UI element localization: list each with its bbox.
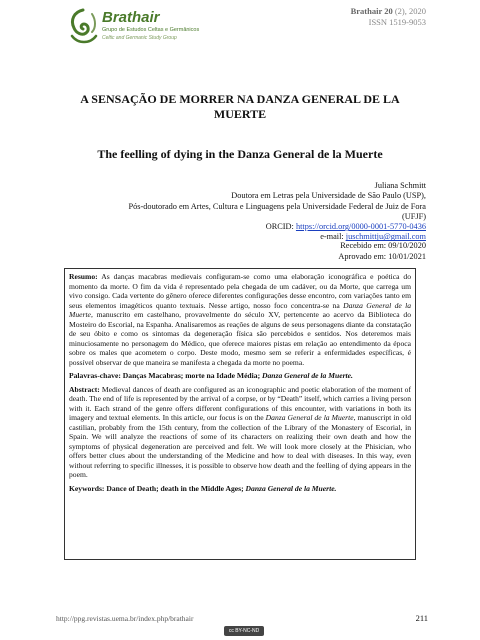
logo-subtitle: Grupo de Estudos Celtas e Germânicos [102, 27, 200, 33]
author-affiliation-1: Doutora em Letras pela Universidade de São Paulo (USP), [231, 191, 426, 201]
journal-info [351, 6, 426, 28]
footer-url[interactable]: http://ppg.revistas.uema.br/index.php/brathair [56, 614, 194, 623]
author-block [86, 181, 426, 243]
abstract-box [64, 268, 416, 560]
orcid-label: ORCID: [265, 222, 296, 232]
submission-dates [338, 241, 426, 262]
palavras-chave-label: Palavras-chave: [69, 371, 121, 380]
email-link[interactable]: juschmittju@gmail.com [345, 232, 426, 242]
email-label: e-mail: [320, 232, 346, 242]
keywords-label: Keywords: [69, 483, 105, 493]
author-name: Juliana Schmitt [374, 181, 426, 190]
abstract-text-a: Medieval dances of death are configured as an iconographic and poetic elaboration of the moment of death. The end of life is represented by the arrival of a corpse, or by “Death” itself, which carries a living person with it. Each strand of the genre offers different configurations of this encounter, with variations in both its imagery and textual elements. In this article, our focus is on the [69, 384, 411, 422]
resumo-label: Resumo: [69, 272, 98, 281]
abstract-paragraph [69, 385, 411, 480]
page-number: 211 [415, 613, 428, 623]
abstract-text-b: , manuscript in old castilian, probably from the 15th century, from the collection of the Library of the Monastery of Escorial, in Spain. We will analyze the reactions of some of its characters on realizing their own death and how the symptoms of physical degeneration are perceived and felt. We will look more closely at the Phisician, who offers better clues about the understanding of the Medicine and how to deal with diseases. In this way, even without referring to specific illnesses, it is possible to observe how death and the feelling of dying appears in the poem. [69, 413, 411, 479]
abstract-label: Abstract: [69, 384, 100, 394]
author-affiliation-2: Pós-doutorado em Artes, Cultura e Linguagens pela Universidade Federal de Juiz de Fora [128, 201, 426, 211]
abstract-italic: Danza General de la Muerte [265, 413, 354, 422]
author-affiliation-3: (UFJF) [402, 211, 426, 221]
keywords-paragraph [69, 484, 411, 494]
resumo-text-a: As danças macabras medievais configuram-se como uma elaboração iconográfica e poética do momento da morte. O fim da vida é representado pela chegada de um cadáver, ou da Morte, que carrega um vivo consigo. Cada vertente do gênero oferece diferentes configurações desse encontro, com variações tanto em seus elementos imagéticos quanto textuais. Nesse artigo, nosso foco concentra-se na [69, 272, 411, 310]
palavras-chave-paragraph [69, 371, 411, 381]
creative-commons-license-badge[interactable]: cc BY-NC-ND [224, 626, 264, 636]
orcid-link[interactable]: https://orcid.org/0000-0001-5770-0436 [295, 222, 426, 232]
orcid-line [86, 222, 426, 232]
journal-issue: (2), 2020 [392, 6, 426, 16]
article-title-portuguese: A SENSAÇÃO DE MORRER NA DANZA GENERAL DE LA MUERTE [80, 92, 400, 121]
resumo-paragraph [69, 272, 411, 367]
received-date: Recebido em: 09/10/2020 [340, 241, 426, 250]
palavras-chave-text: Danças Macabras; morte na Idade Média; [120, 371, 262, 380]
triskele-logo-icon [66, 6, 100, 46]
journal-name: Brathair 20 [350, 6, 393, 16]
resumo-text-b: , manuscrito em castelhano, provavelmente do século XV, pertencente ao acervo da Biblioteca do Mosteiro do Escorial, na Espanha. Analisaremos as reações de alguns de seus personagens diante da constatação de seu óbito e como os sintomas da degeneração física são percebidos e sentidos. Nos deteremos mais minuciosamente no personagem do Médico, que oferece maiores pistas em relação ao entendimento da época sobre os males que acometem o corpo. Deste modo, mesmo sem se referir a enfermidades específicas, é possível observar de que maneira se manifesta a chegada da morte no poema. [69, 310, 411, 367]
article-title-english: The feelling of dying in the Danza General de la Muerte [97, 147, 383, 161]
keywords-text: Dance of Death; death in the Middle Ages; [104, 483, 246, 493]
journal-logo [66, 6, 236, 48]
palavras-chave-italic: Danza General de la Muerte. [262, 371, 353, 380]
approved-date: Aprovado em: 10/01/2021 [338, 251, 426, 261]
logo-subtitle-english: Celtic and Germanic Study Group [102, 35, 177, 41]
issn: ISSN 1519-9053 [368, 17, 426, 27]
keywords-italic: Danza General de la Muerte. [245, 483, 337, 493]
resumo-italic: Danza General de la Muerte [69, 300, 412, 319]
logo-title: Brathair [102, 9, 160, 26]
